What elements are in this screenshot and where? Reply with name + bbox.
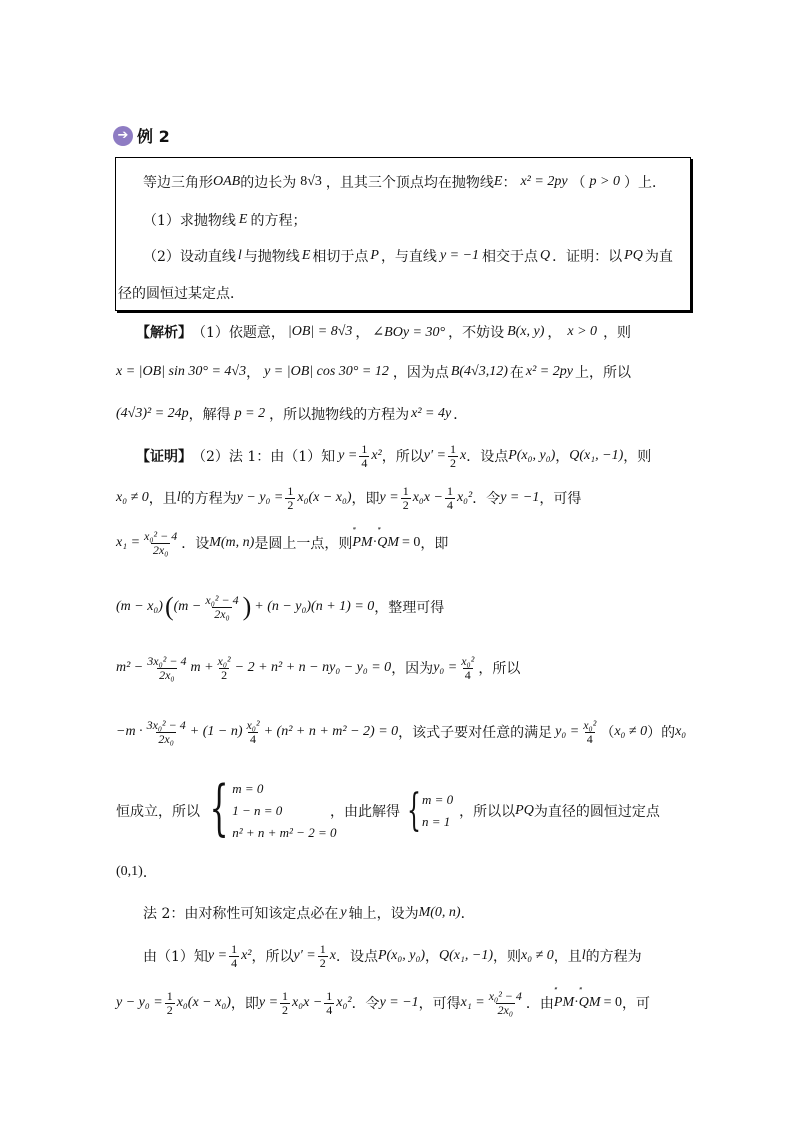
- text: ．令: [351, 996, 380, 1013]
- vector-pm: ′′′ PM: [554, 995, 574, 1011]
- math: Q: [540, 248, 551, 263]
- denominator: 4: [464, 667, 471, 682]
- fraction: [165, 990, 175, 1016]
- proof-line-3: [116, 530, 448, 556]
- math: + (n² + n + m² − 2) = 0: [263, 724, 399, 740]
- fraction: [359, 443, 369, 469]
- math: y =: [207, 948, 228, 964]
- numerator: 3x₀² − 4: [146, 718, 186, 732]
- text: ．设点: [466, 449, 509, 466]
- text: ．: [142, 865, 157, 881]
- text: 径的圆恒过某定点．: [118, 286, 244, 302]
- math: x²: [241, 948, 252, 964]
- math: M(m, n): [209, 535, 255, 551]
- math: E: [238, 212, 248, 227]
- numerator: x₀² − 4: [205, 592, 239, 607]
- denominator: 4: [361, 455, 368, 470]
- numerator: x₀²: [246, 718, 260, 732]
- math: y =: [379, 490, 399, 506]
- math: x₁ =: [460, 995, 485, 1011]
- text: ，: [425, 949, 440, 966]
- fraction: [318, 943, 328, 969]
- math: y = −1: [439, 248, 480, 263]
- text: 为直径的圆恒过定点: [533, 804, 660, 820]
- math: Q(x₁, −1): [569, 448, 624, 464]
- example-title: 例 2: [137, 127, 170, 146]
- math: (m − x₀): [116, 599, 163, 614]
- numerator: 1: [231, 942, 238, 956]
- denominator: 4: [446, 497, 453, 512]
- math: M(0, n): [418, 905, 461, 920]
- proof-line-5: [116, 655, 520, 681]
- text: （: [571, 175, 586, 191]
- solution-line-2: [116, 362, 631, 382]
- math: x₁ =: [116, 535, 141, 551]
- numerator: 1: [326, 989, 333, 1003]
- text: ，即: [351, 491, 380, 508]
- text: ．: [453, 407, 468, 423]
- math: x₀ ≠ 0: [520, 948, 554, 964]
- fraction: [459, 655, 476, 681]
- denominator: 2x₀: [497, 1002, 514, 1017]
- text: ：: [502, 175, 517, 191]
- text: 在: [509, 365, 524, 381]
- math: y − y₀ =: [116, 995, 163, 1011]
- fraction: [244, 719, 261, 745]
- math: x = |OB| sin 30° = 4√3: [116, 364, 247, 379]
- text: ，整理可得: [374, 600, 445, 616]
- denominator: 2x₀: [158, 731, 174, 746]
- numerator: x₀²: [461, 654, 475, 668]
- text: ，所以: [251, 949, 294, 966]
- math: = 0: [402, 535, 421, 551]
- text: ．设点: [335, 949, 378, 966]
- numerator: x₀²: [217, 654, 231, 668]
- text: ，: [555, 449, 570, 466]
- math: ): [242, 592, 252, 621]
- math: ·: [372, 535, 378, 551]
- vector-pm: ′′′ PM: [352, 535, 372, 551]
- text: ，: [355, 325, 370, 341]
- math: x² = 2py: [520, 174, 568, 189]
- text: （2）法 1：由（1）知: [192, 449, 336, 466]
- proof-line-2: [116, 485, 581, 511]
- fraction: [487, 990, 524, 1016]
- math: y′ =: [293, 948, 316, 964]
- equation: m = 0: [232, 781, 264, 796]
- math: P: [370, 248, 379, 263]
- math: P(x₀, y₀): [508, 448, 556, 464]
- text: ，不妨设: [448, 325, 505, 341]
- fraction: [229, 943, 239, 969]
- denominator: 2: [450, 455, 456, 470]
- text: 是圆上一点，则: [254, 536, 353, 553]
- fraction: [401, 485, 411, 511]
- proof-line-4: (m − x₀) ( (m − $\frac{\text{x₀² − 4}}{\text{2x₀}}$ ) + (n − y₀)(n + 1) = 0 ，整理可得: [116, 592, 445, 621]
- text: ，且: [553, 949, 582, 966]
- math: x₀x −: [412, 490, 443, 506]
- text: 的方程为: [180, 491, 237, 508]
- math: l: [581, 948, 586, 964]
- math: − 2 + n² + n − ny₀ − y₀ = 0: [234, 660, 392, 676]
- math: p = 2: [234, 406, 266, 421]
- math: y₀ =: [555, 724, 580, 740]
- text: ，即: [420, 536, 449, 553]
- math: m² −: [116, 660, 144, 676]
- math: PQ: [515, 803, 534, 818]
- math: E: [493, 174, 503, 189]
- fraction: [285, 485, 295, 511]
- math: x > 0: [567, 324, 598, 339]
- equation: n = 1: [422, 814, 451, 829]
- example-heading: [113, 124, 170, 147]
- numerator: 1: [450, 442, 456, 456]
- denominator: 2: [166, 1002, 173, 1017]
- text: ，且: [148, 491, 177, 508]
- math: x₀²: [336, 995, 352, 1011]
- text: ，即: [230, 996, 259, 1013]
- denominator: 2: [282, 1002, 289, 1017]
- fraction: [216, 655, 233, 681]
- text: ，则: [603, 325, 632, 341]
- math: PQ: [624, 248, 643, 263]
- text: ，可: [621, 996, 650, 1013]
- fraction: [145, 719, 188, 745]
- text: ，则: [623, 449, 652, 466]
- denominator: 2: [402, 497, 409, 512]
- math: x₀(x − x₀): [297, 490, 352, 506]
- text: ，: [246, 365, 261, 381]
- math: m +: [190, 660, 214, 676]
- math: y′ =: [423, 448, 446, 464]
- math: x² = 4y: [411, 406, 452, 421]
- text: 的边长为: [240, 175, 297, 191]
- text: ．设: [181, 536, 210, 553]
- math: x: [460, 448, 467, 464]
- text: ．证明：以: [552, 249, 623, 265]
- problem-line-2: [143, 210, 306, 230]
- solution-label: 【解析】: [136, 325, 192, 341]
- method2-line-3: [116, 990, 650, 1016]
- math: y = −1: [379, 995, 419, 1011]
- denominator: 2: [319, 955, 326, 970]
- text: 法 2：由对称性可知该定点必在: [143, 906, 339, 922]
- text: 等边三角形: [143, 175, 213, 191]
- text: （1）依题意，: [192, 325, 285, 341]
- math: x₀ ≠ 0: [116, 490, 149, 506]
- math: x: [329, 948, 336, 964]
- text: ，与直线: [380, 249, 437, 265]
- math: ∠BOy = 30°: [372, 324, 446, 340]
- math: = 0: [603, 995, 622, 1011]
- proof-label: 【证明】: [136, 449, 192, 466]
- numerator: x₀²: [583, 718, 597, 732]
- arrow-right-icon: ➔: [113, 126, 133, 146]
- method2-line-2: [143, 943, 642, 969]
- text: ，解得: [188, 407, 231, 423]
- fraction: [581, 719, 598, 745]
- text: ，因为点: [392, 365, 449, 381]
- math: OAB: [213, 174, 241, 189]
- denominator: 4: [250, 731, 257, 746]
- fraction: [448, 443, 458, 469]
- text: （: [600, 725, 615, 742]
- text: 与抛物线: [243, 249, 300, 265]
- math: y = −1: [500, 490, 540, 506]
- equation: 1 − n = 0: [232, 803, 283, 818]
- numerator: x₀² − 4: [144, 529, 178, 543]
- math: (0,1): [116, 864, 143, 879]
- math: |OB| = 8√3: [287, 324, 353, 339]
- math: 8√3: [300, 174, 322, 189]
- numerator: 1: [319, 942, 326, 956]
- text: 的方程；: [250, 213, 307, 229]
- math: E: [301, 248, 311, 263]
- math: y − y₀ =: [236, 490, 284, 506]
- denominator: 4: [326, 1002, 333, 1017]
- math: x²: [371, 448, 382, 464]
- denominator: 4: [586, 731, 593, 746]
- numerator: 1: [361, 442, 368, 456]
- denominator: 2x₀: [152, 542, 169, 557]
- denominator: 2: [287, 497, 294, 512]
- math: x₀: [675, 724, 687, 740]
- text: 的方程为: [585, 949, 642, 966]
- proof-line-7: [116, 773, 660, 844]
- denominator: 2x₀: [159, 667, 175, 682]
- math: (m −: [173, 599, 202, 614]
- math: + (n − y₀)(n + 1) = 0: [254, 599, 375, 614]
- text: ．令: [472, 491, 501, 508]
- text: 轴上，设为: [348, 906, 419, 922]
- text: 相切于点: [312, 249, 369, 265]
- proof-line-1: [136, 443, 651, 469]
- numerator: 1: [402, 484, 409, 498]
- text: 恒成立，所以: [116, 804, 200, 820]
- text: ，所以抛物线的方程为: [269, 407, 410, 423]
- equation: n² + n + m² − 2 = 0: [232, 825, 337, 840]
- fraction: [280, 990, 290, 1016]
- text: 为直: [644, 249, 673, 265]
- math: x₀²: [456, 490, 473, 506]
- text: ，所以以: [459, 804, 516, 820]
- math: ·: [574, 995, 579, 1011]
- denominator: 2: [221, 667, 228, 682]
- solution-system: { m = 0 n = 1: [407, 785, 454, 836]
- text: ，由此解得: [330, 804, 400, 820]
- text: ）的: [647, 725, 676, 742]
- proof-line-8: [116, 862, 157, 882]
- problem-line-4: [118, 283, 244, 303]
- text: （1）求抛物线: [143, 213, 236, 229]
- numerator: 1: [282, 989, 289, 1003]
- numerator: x₀² − 4: [488, 989, 522, 1003]
- vector-qm: ′′′ QM: [377, 535, 399, 551]
- numerator: 1: [287, 484, 294, 498]
- math: l: [176, 490, 181, 506]
- equation: m = 0: [422, 792, 454, 807]
- text: ．由: [525, 996, 554, 1013]
- denominator: 2x₀: [214, 606, 230, 621]
- text: ，可得: [418, 996, 461, 1013]
- math: y: [340, 905, 347, 920]
- text: ，该式子要对任意的满足: [398, 725, 553, 742]
- text: ，所以: [478, 661, 521, 678]
- text: ）上．: [624, 175, 666, 191]
- math: y₀ =: [433, 660, 458, 676]
- fraction: [445, 485, 455, 511]
- text: ，: [547, 325, 562, 341]
- math: −m ·: [116, 724, 143, 740]
- denominator: 4: [231, 955, 238, 970]
- solution-line-1: [136, 322, 631, 342]
- math: p > 0: [589, 174, 620, 189]
- math: P(x₀, y₀): [377, 948, 426, 964]
- math: l: [237, 248, 242, 263]
- math: y =: [258, 995, 279, 1011]
- vector-qm: ′′′ QM: [579, 995, 601, 1011]
- fraction: [324, 990, 334, 1016]
- text: 上，所以: [574, 365, 631, 381]
- fraction: [145, 655, 188, 681]
- math: x₀(x − x₀): [176, 995, 231, 1011]
- text: 相交于点: [482, 249, 539, 265]
- problem-line-1: [143, 172, 666, 192]
- math: B(x, y): [507, 324, 545, 339]
- math: y =: [338, 448, 358, 464]
- numerator: 1: [166, 989, 173, 1003]
- fraction: [142, 530, 179, 556]
- text: 由（1）知: [143, 949, 208, 966]
- math: x₀ ≠ 0: [614, 724, 648, 740]
- math: x² = 2py: [525, 364, 573, 379]
- fraction: [203, 594, 240, 620]
- text: ，且其三个顶点均在抛物线: [325, 175, 494, 191]
- numerator: 3x₀² − 4: [147, 654, 187, 668]
- math: (4√3)² = 24p: [116, 406, 189, 421]
- text: （2）设动直线: [143, 249, 236, 265]
- proof-line-6: [116, 719, 686, 745]
- text: ，可得: [539, 491, 582, 508]
- text: ，则: [492, 949, 521, 966]
- text: ．: [460, 906, 475, 922]
- solution-line-3: [116, 404, 467, 424]
- numerator: 1: [446, 484, 453, 498]
- math: y = |OB| cos 30° = 12: [264, 364, 389, 379]
- equation-system: { m = 0 1 − n = 0 n² + n + m² − 2 = 0: [209, 773, 337, 843]
- problem-line-3: [143, 246, 673, 266]
- math: + (1 − n): [189, 724, 243, 740]
- math: Q(x₁, −1): [439, 948, 493, 964]
- math: B(4√3,12): [450, 364, 508, 379]
- text: ，所以: [381, 449, 424, 466]
- text: ，因为: [391, 661, 434, 678]
- math: x₀x −: [292, 995, 323, 1011]
- method2-line-1: [143, 903, 475, 923]
